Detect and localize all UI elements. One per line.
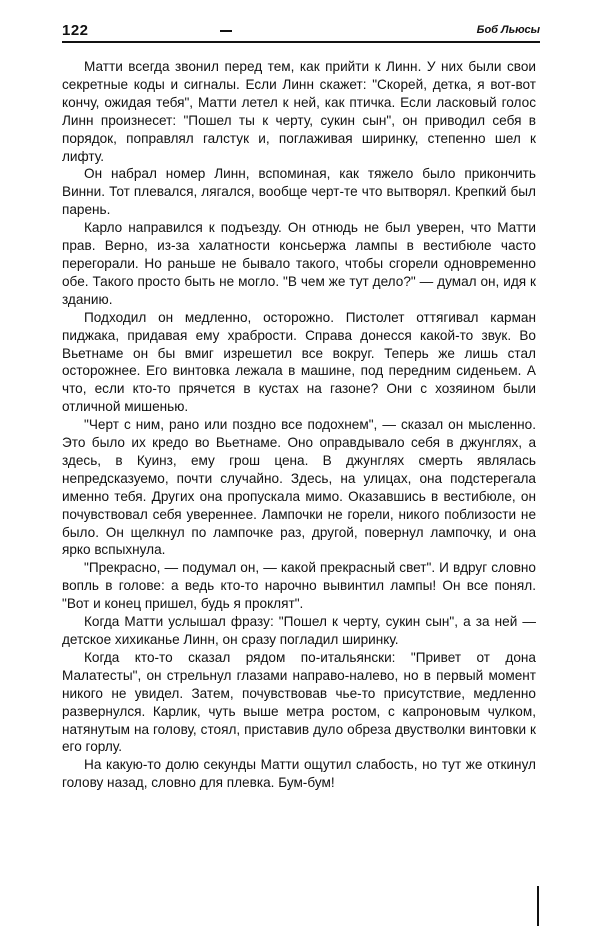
- page-header: [62, 22, 540, 44]
- header-rule: [62, 41, 540, 43]
- body-text: [62, 58, 536, 792]
- paragraph: "Прекрасно, — подумал он, — какой прекрасный свет". И вдруг словно вопль в голове: а ведь кто-то нарочно вывинтил лампы! Он все понял. "Вот и конец пришел, будь я проклят".: [62, 560, 536, 612]
- page-number: 122: [62, 22, 89, 39]
- running-head: Боб Льюсы: [476, 24, 540, 36]
- paragraph: Карло направился к подъезду. Он отнюдь не был уверен, что Матти прав. Верно, из-за халатности консьержа лампы в вестибюле часто перегорали. Но раньше не бывало такого, чтобы сгорели одновременно обе. Такого просто быть не могло. "В чем же тут дело?" — думал он, идя к зданию.: [62, 220, 536, 307]
- paragraph: На какую-то долю секунды Матти ощутил слабость, но тут же откинул голову назад, словно для плевка. Бум-бум!: [62, 757, 536, 791]
- paragraph: Он набрал номер Линн, вспоминая, как тяжело было прикончить Винни. Тот плевался, лягался, вообще черт-те что вытворял. Крепкий был парень.: [62, 166, 536, 218]
- header-dash-mark: [220, 30, 232, 32]
- paragraph: Когда Матти услышал фразу: "Пошел к черту, сукин сын", а за ней — детское хихиканье Линн, он сразу погладил ширинку.: [62, 614, 536, 647]
- paragraph: Матти всегда звонил перед тем, как прийти к Линн. У них были свои секретные коды и сигналы. Если Линн скажет: "Скорей, детка, я вот-вот кончу, ожидая тебя", Матти летел к ней, как птичка. Если ласковый голос Линн произнесет: "Пошел ты к черту, сукин сын", он приводил себя в порядок, поправлял галстук и, поглаживая ширинку, степенно шел к лифту.: [62, 59, 536, 164]
- margin-mark: [537, 886, 539, 926]
- paragraph: "Черт с ним, рано или поздно все подохнем", — сказал он мысленно. Это было их кредо во Вьетнаме. Оно оправдывало себя в джунглях, а здесь, в Куинз, ему грош цена. В джунглях смерть являлась непредсказуемо, почти случайно. Здесь, на улицах, она подстерегала именно тебя. Других она пропускала мимо. Оказавшись в вестибюле, он почувствовал себя увереннее. Лампочки не горели, никого поблизости не было. Он щелкнул по лампочке раз, другой, повернул лампочку, и она ярко вспыхнула.: [62, 417, 536, 558]
- paragraph: Подходил он медленно, осторожно. Пистолет оттягивал карман пиджака, придавая ему храбрости. Справа донесся какой-то звук. Во Вьетнаме он бы вмиг изрешетил все вокруг. Теперь же лишь стал осторожнее. Его винтовка лежала в машине, под передним сиденьем. А что, если кто-то прячется в кустах на газоне? Они с хозяином были отличной мишенью.: [62, 309, 536, 415]
- paragraph: Когда кто-то сказал рядом по-итальянски: "Привет от дона Малатесты", он стрельнул глазами направо-налево, но в первый момент никого не увидел. Затем, почувствовав чье-то присутствие, медленно развернулся. Карлик, чуть выше метра ростом, с капроновым чулком, натянутым на голову, стоял, приставив дуло обреза двустволки винтовки к его горлу.: [62, 649, 536, 755]
